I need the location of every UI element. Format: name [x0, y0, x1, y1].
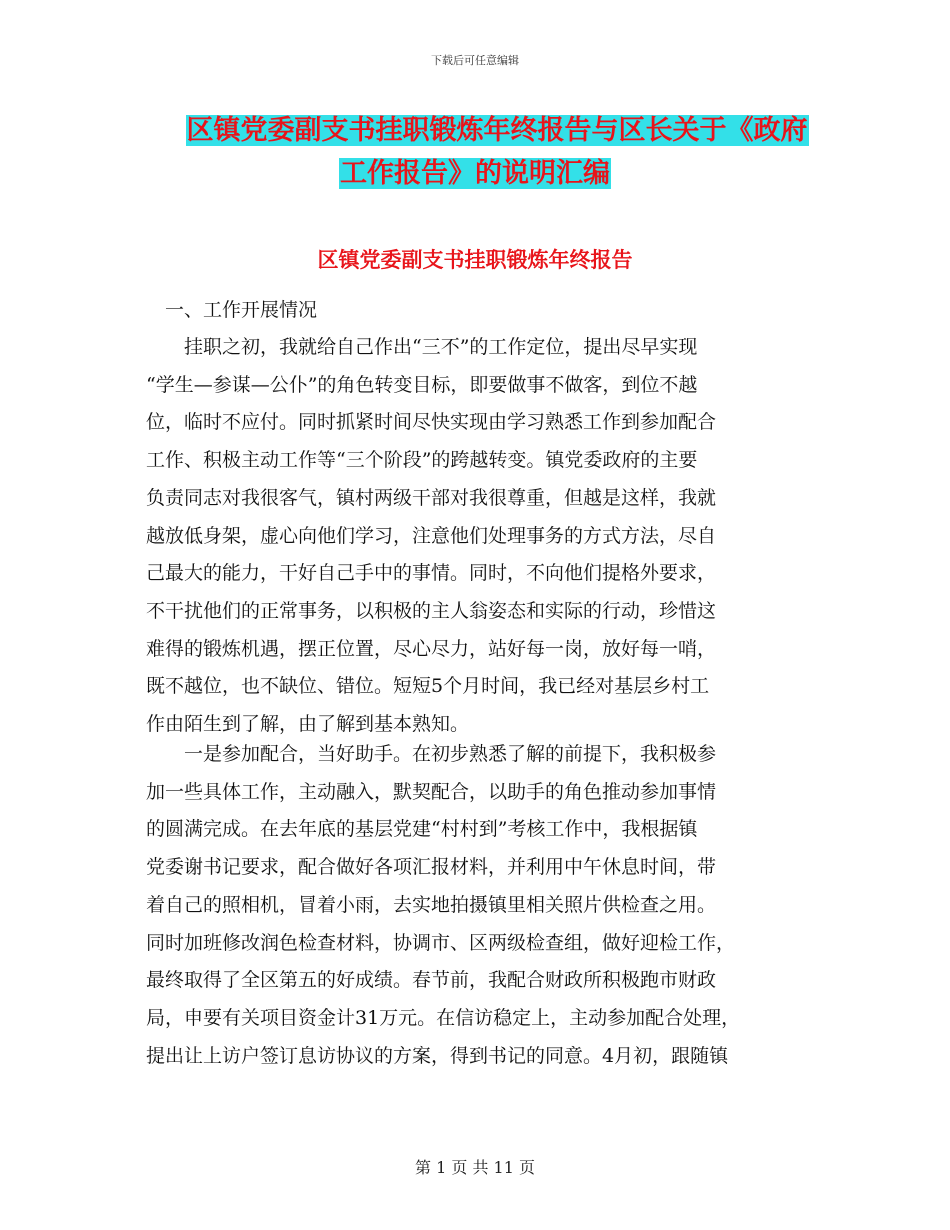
- paragraph-line: 最终取得了全区第五的好成绩。春节前，我配合财政所积极跑市财政: [146, 969, 717, 992]
- section-title: 区镇党委副支书挂职锻炼年终报告: [317, 247, 633, 272]
- paragraph-line: 工作、积极主动工作等“三个阶段”的跨越转变。镇党委政府的主要: [146, 449, 698, 472]
- paragraph-line: 加一些具体工作，主动融入，默契配合，以助手的角色推动参加事情: [146, 780, 717, 803]
- section-heading: [146, 292, 814, 330]
- paragraph-line: 提出让上访户签订息访协议的方案，得到书记的同意。4月初，跟随镇: [146, 1044, 729, 1067]
- paragraph-line: 着自己的照相机，冒着小雨，去实地拍摄镇里相关照片供检查之用。: [146, 893, 717, 916]
- document-title-line-2-text: 工作报告》的说明汇编: [340, 158, 610, 189]
- paragraph-1: [146, 329, 814, 744]
- document-title-line-1-text: 区镇党委副支书挂职锻炼年终报告与区长关于《政府: [186, 115, 808, 146]
- paragraph-line: 己最大的能力，干好自己手中的事情。同时，不向他们提格外要求，: [146, 562, 717, 585]
- section-heading-text: 一、工作开展情况: [146, 299, 318, 321]
- paragraph-line: 难得的锻炼机遇，摆正位置，尽心尽力，站好每一岗，放好每一哨，: [146, 637, 717, 660]
- paragraph-line: 位，临时不应付。同时抓紧时间尽快实现由学习熟悉工作到参加配合: [146, 411, 717, 434]
- paragraph-line: 局，申要有关项目资金计31万元。在信访稳定上，主动参加配合处理，: [146, 1006, 741, 1029]
- paragraph-line: 既不越位，也不缺位、错位。短短5个月时间，我已经对基层乡村工: [146, 675, 710, 698]
- paragraph-line: 同时加班修改润色检查材料，协调市、区两级检查组，做好迎检工作，: [146, 931, 736, 954]
- paragraph-2: [146, 736, 814, 1075]
- paragraph-line: 挂职之初，我就给自己作出“三不”的工作定位，提出尽早实现: [146, 336, 698, 358]
- paragraph-line: 越放低身架，虚心向他们学习，注意他们处理事务的方式方法，尽自: [146, 524, 717, 547]
- page-footer: 第 1 页 共 11 页: [415, 1158, 535, 1177]
- paragraph-line: 不干扰他们的正常事务，以积极的主人翁姿态和实际的行动，珍惜这: [146, 599, 717, 622]
- paragraph-line: 的圆满完成。在去年底的基层党建“村村到”考核工作中，我根据镇: [146, 818, 698, 841]
- document-title-line-2: [0, 154, 950, 194]
- paragraph-line: 作由陌生到了解，由了解到基本熟知。: [146, 713, 470, 736]
- paragraph-line: 党委谢书记要求，配合做好各项汇报材料，并利用中午休息时间，带: [146, 856, 717, 879]
- paragraph-line: “学生—参谋—公仆”的角色转变目标，即要做事不做客，到位不越: [146, 373, 698, 396]
- document-title-line-1: [22, 111, 950, 151]
- paragraph-line: 一是参加配合，当好助手。在初步熟悉了解的前提下，我积极参: [146, 743, 717, 765]
- paragraph-line: 负责同志对我很客气，镇村两级干部对我很尊重，但越是这样，我就: [146, 486, 717, 509]
- page-header-note: 下载后可任意编辑: [431, 54, 519, 67]
